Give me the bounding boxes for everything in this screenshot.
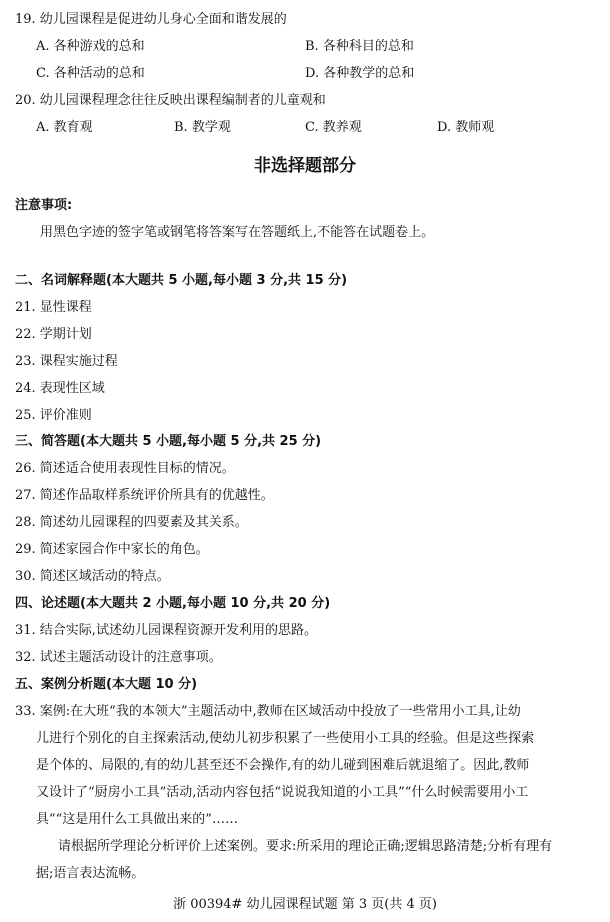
requirement-line: 请根据所学理论分析评价上述案例。要求:所采用的理论正确;逻辑思路清楚;分析有理有	[58, 839, 553, 854]
list-item: 32. 试述主题活动设计的注意事项。	[15, 650, 222, 665]
case-text-line: 具”“这是用什么工具做出来的”……	[36, 812, 238, 827]
list-item: 21. 显性课程	[15, 300, 92, 315]
list-item: 22. 学期计划	[15, 327, 92, 342]
list-item: 27. 简述作品取样系统评价所具有的优越性。	[15, 488, 274, 503]
question-19-option-b: B. 各种科目的总和	[305, 39, 414, 54]
notice-text: 用黑色字迹的签字笔或钢笔将答案写在答题纸上,不能答在试题卷上。	[40, 225, 435, 240]
section-4-heading: 四、论述题(本大题共 2 小题,每小题 10 分,共 20 分)	[15, 596, 331, 611]
page-footer: 浙 00394# 幼儿园课程试题 第 3 页(共 4 页)	[173, 897, 437, 912]
case-text-line: 33. 案例:在大班“我的本领大”主题活动中,教师在区域活动中投放了一些常用小工具,让幼	[15, 704, 521, 719]
section-5-heading: 五、案例分析题(本大题 10 分)	[15, 677, 198, 692]
part-title: 非选择题部分	[254, 156, 356, 176]
question-20-option-a: A. 教育观	[36, 120, 93, 135]
section-3-heading: 三、简答题(本大题共 5 小题,每小题 5 分,共 25 分)	[15, 434, 322, 449]
case-text-line: 又设计了“厨房小工具”活动,活动内容包括“说说我知道的小工具”“什么时候需要用小工	[36, 785, 529, 800]
question-19-stem: 19. 幼儿园课程是促进幼儿身心全面和谐发展的	[15, 12, 287, 27]
notice-heading: 注意事项:	[15, 198, 73, 213]
list-item: 28. 简述幼儿园课程的四要素及其关系。	[15, 515, 248, 530]
list-item: 31. 结合实际,试述幼儿园课程资源开发利用的思路。	[15, 623, 317, 638]
list-item: 24. 表现性区域	[15, 381, 105, 396]
requirement-line: 据;语言表达流畅。	[36, 866, 145, 881]
case-text-line: 儿进行个别化的自主探索活动,使幼儿初步积累了一些使用小工具的经验。但是这些探索	[36, 731, 535, 746]
question-20-option-b: B. 教学观	[174, 120, 231, 135]
list-item: 29. 简述家园合作中家长的角色。	[15, 542, 209, 557]
list-item: 23. 课程实施过程	[15, 354, 118, 369]
question-20-option-d: D. 教师观	[437, 120, 495, 135]
section-2-heading: 二、名词解释题(本大题共 5 小题,每小题 3 分,共 15 分)	[15, 273, 348, 288]
question-20-stem: 20. 幼儿园课程理念往往反映出课程编制者的儿童观和	[15, 93, 326, 108]
list-item: 26. 简述适合使用表现性目标的情况。	[15, 461, 235, 476]
question-19-option-d: D. 各种教学的总和	[305, 66, 415, 81]
list-item: 30. 简述区域活动的特点。	[15, 569, 170, 584]
case-text-line: 是个体的、局限的,有的幼儿甚至还不会操作,有的幼儿碰到困难后就退缩了。因此,教师	[36, 758, 530, 773]
question-19-option-a: A. 各种游戏的总和	[36, 39, 145, 54]
question-20-option-c: C. 教养观	[305, 120, 362, 135]
list-item: 25. 评价准则	[15, 408, 92, 423]
question-19-option-c: C. 各种活动的总和	[36, 66, 145, 81]
